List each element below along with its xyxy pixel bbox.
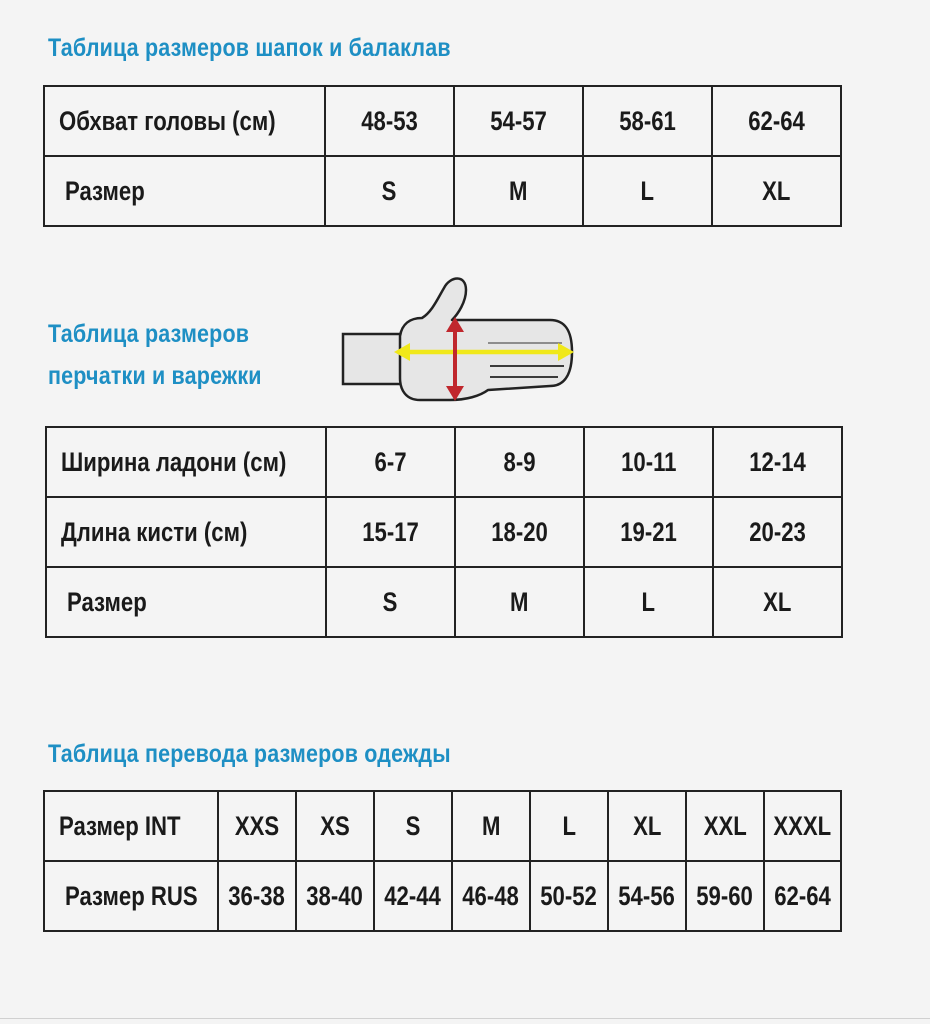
glove-cuff [343, 334, 403, 384]
clothes-table-title: Таблица перевода размеров одежды [48, 740, 451, 768]
table-cell: 15-17 [326, 497, 455, 567]
table-cell: M [455, 567, 584, 637]
table-cell: XXL [686, 791, 764, 861]
table-row [46, 427, 842, 497]
table-row [46, 497, 842, 567]
table-row [44, 156, 841, 226]
row-header: Длина кисти (см) [46, 497, 326, 567]
table-cell: L [583, 156, 712, 226]
gloves-table-title-line1: Таблица размеров [48, 320, 250, 348]
glove-icon [340, 272, 580, 404]
gloves-table-title-line2: перчатки и варежки [48, 362, 262, 390]
table-cell: XL [712, 156, 841, 226]
table-row [44, 86, 841, 156]
clothes-size-table [43, 790, 842, 932]
table-cell: 62-64 [712, 86, 841, 156]
table-row [44, 861, 841, 931]
table-cell: 54-56 [608, 861, 686, 931]
gloves-size-table [45, 426, 843, 638]
row-header: Размер [44, 156, 325, 226]
table-row [46, 567, 842, 637]
table-cell: S [374, 791, 452, 861]
table-cell: 62-64 [764, 861, 841, 931]
row-header: Обхват головы (см) [44, 86, 325, 156]
table-cell: XS [296, 791, 374, 861]
table-cell: L [530, 791, 608, 861]
table-cell: 42-44 [374, 861, 452, 931]
table-cell: 54-57 [454, 86, 583, 156]
table-cell: 19-21 [584, 497, 713, 567]
table-cell: 50-52 [530, 861, 608, 931]
table-cell: 36-38 [218, 861, 296, 931]
table-cell: XXS [218, 791, 296, 861]
hats-size-table [43, 85, 842, 227]
table-cell: 20-23 [713, 497, 842, 567]
table-cell: 12-14 [713, 427, 842, 497]
row-header: Размер [46, 567, 326, 637]
table-cell: 10-11 [584, 427, 713, 497]
table-row [44, 791, 841, 861]
divider [0, 1018, 930, 1019]
table-cell: 58-61 [583, 86, 712, 156]
table-cell: XL [608, 791, 686, 861]
table-cell: S [326, 567, 455, 637]
row-header: Размер RUS [44, 861, 218, 931]
row-header: Ширина ладони (см) [46, 427, 326, 497]
table-cell: 59-60 [686, 861, 764, 931]
table-cell: 8-9 [455, 427, 584, 497]
glove-body [400, 279, 572, 401]
table-cell: S [325, 156, 454, 226]
table-cell: L [584, 567, 713, 637]
table-cell: 6-7 [326, 427, 455, 497]
table-cell: 38-40 [296, 861, 374, 931]
table-cell: 18-20 [455, 497, 584, 567]
hats-table-title: Таблица размеров шапок и балаклав [48, 34, 451, 62]
table-cell: M [452, 791, 530, 861]
table-cell: XXXL [764, 791, 841, 861]
table-cell: M [454, 156, 583, 226]
row-header: Размер INT [44, 791, 218, 861]
table-cell: XL [713, 567, 842, 637]
table-cell: 48-53 [325, 86, 454, 156]
table-cell: 46-48 [452, 861, 530, 931]
